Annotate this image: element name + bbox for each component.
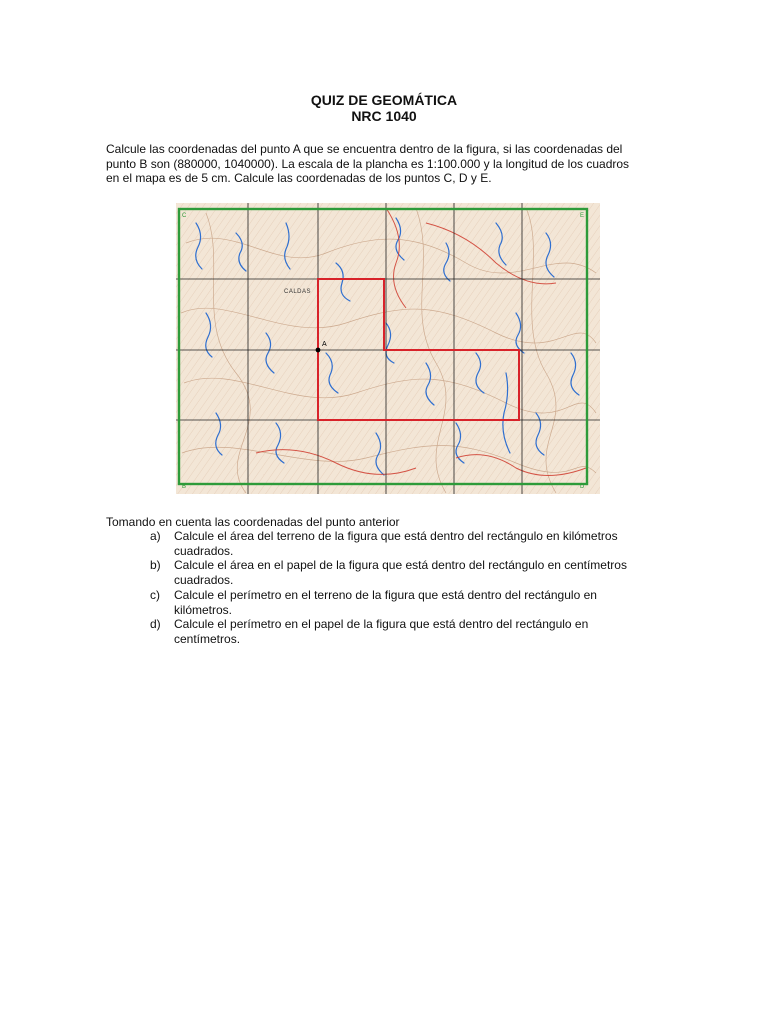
intro-paragraph — [106, 142, 662, 186]
list-marker: b) — [150, 558, 161, 573]
point-label-d: D — [580, 484, 585, 490]
tasks-intro: Tomando en cuenta las coordenadas del punto anterior — [106, 515, 400, 529]
point-label-c: C — [182, 213, 187, 219]
topographic-map — [176, 203, 600, 494]
list-item — [150, 529, 662, 558]
point-label-b: B — [182, 484, 187, 490]
list-item — [150, 617, 662, 646]
page-subtitle: NRC 1040 — [351, 108, 417, 124]
task-text-continued: cuadrados. — [174, 573, 234, 588]
list-marker: c) — [150, 587, 160, 602]
list-item — [150, 588, 662, 617]
intro-line: en el mapa es de 5 cm. Calcule las coordenadas de los puntos C, D y E. — [106, 171, 492, 186]
list-item — [150, 558, 662, 587]
point-marker — [316, 348, 321, 353]
place-label: CALDAS — [284, 289, 312, 295]
task-text: Calcule el área del terreno de la figura que está dentro del rectángulo en kilómetros — [174, 529, 618, 543]
task-text: Calcule el perímetro en el papel de la figura que está dentro del rectángulo en — [174, 617, 589, 632]
task-text-continued: cuadrados. — [174, 543, 234, 558]
list-marker: d) — [150, 617, 161, 632]
intro-line: punto B son (880000, 1040000). La escala de la plancha es 1:100.000 y la longitud de los cuadros — [106, 156, 630, 171]
task-text-continued: kilómetros. — [174, 602, 233, 617]
intro-line: Calcule las coordenadas del punto A que se encuentra dentro de la figura, si las coordenadas del — [106, 142, 623, 156]
page-title: QUIZ DE GEOMÁTICA — [310, 92, 458, 108]
point-label-a: A — [322, 341, 327, 348]
task-text-continued: centímetros. — [174, 632, 241, 647]
task-list — [150, 529, 662, 647]
map-terrain-hatch — [176, 203, 600, 494]
list-marker: a) — [150, 529, 161, 543]
task-text: Calcule el perímetro en el terreno de la figura que está dentro del rectángulo en — [174, 587, 597, 602]
point-label-e: E — [580, 213, 585, 219]
task-text: Calcule el área en el papel de la figura que está dentro del rectángulo en centímetros — [174, 558, 627, 573]
